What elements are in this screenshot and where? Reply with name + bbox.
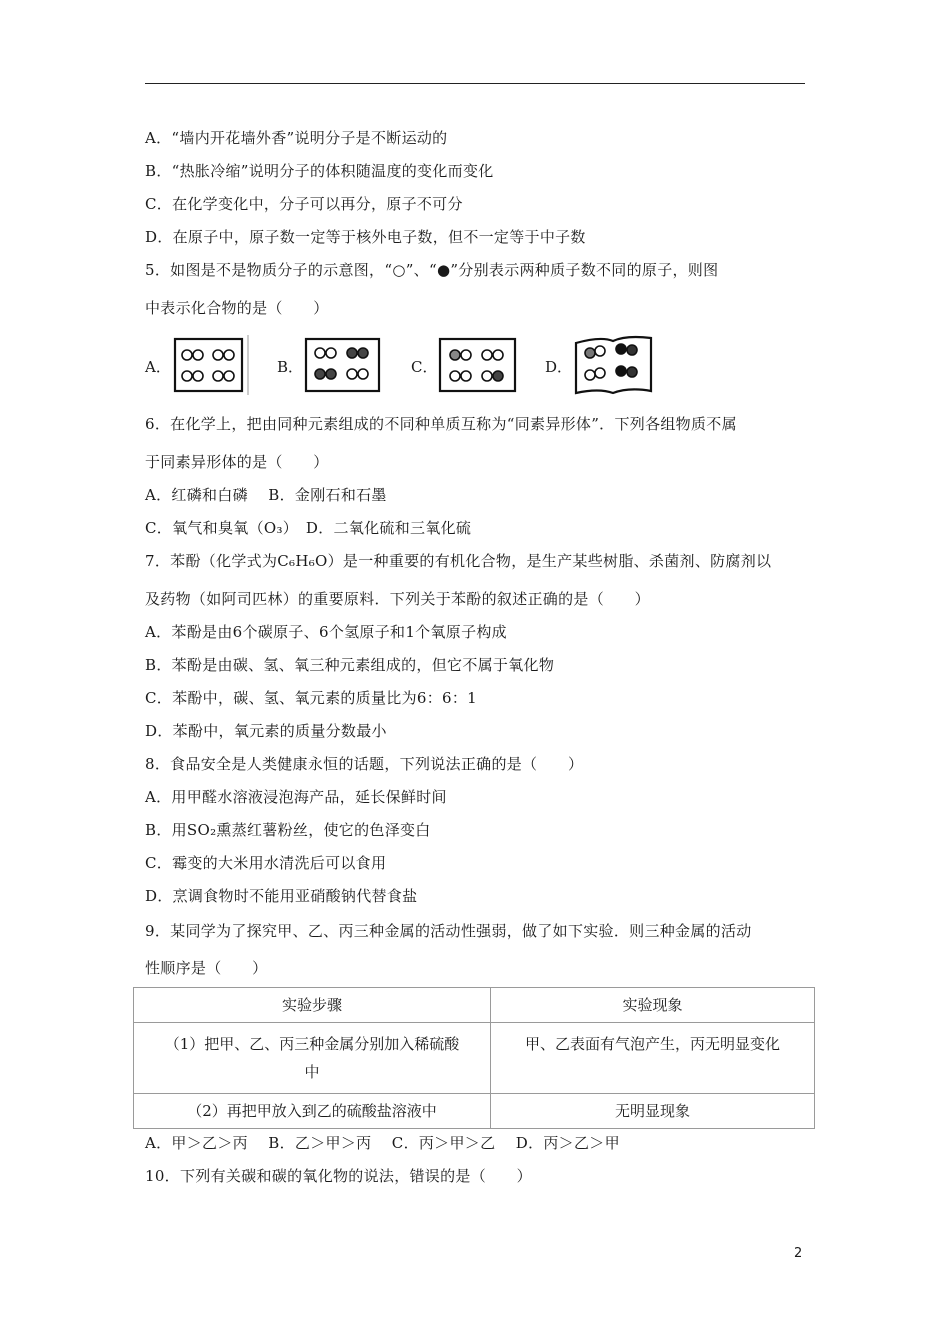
question-9-text: 性顺序是（ ） <box>145 959 268 977</box>
option-line: D．在原子中，原子数一定等于核外电子数，但不一定等于中子数 <box>145 228 586 246</box>
question-10-text: 10．下列有关碳和碳的氧化物的说法，错误的是（ ） <box>145 1167 532 1185</box>
option-line: D．烹调食物时不能用亚硝酸钠代替食盐 <box>145 887 418 905</box>
question-6-text: 于同素异形体的是（ ） <box>145 453 329 471</box>
option-line: A．用甲醛水溶液浸泡海产品，延长保鲜时间 <box>145 788 447 806</box>
header-results: 实验现象 <box>491 988 815 1023</box>
molecule-diagram-options <box>145 333 665 397</box>
header-rule <box>145 83 805 84</box>
result-cell: 甲、乙表面有气泡产生，丙无明显变化 <box>491 1023 815 1094</box>
option-line: A．红磷和白磷 B．金刚石和石墨 <box>145 486 387 504</box>
question-6-text: 6．在化学上，把由同种元素组成的不同种单质互称为“同素异形体”．下列各组物质不属 <box>145 415 737 433</box>
option-line: B．苯酚是由碳、氢、氧三种元素组成的，但它不属于氧化物 <box>145 656 555 674</box>
question-7-text: 7．苯酚（化学式为C₆H₆O）是一种重要的有机化合物，是生产某些树脂、杀菌剂、防腐剂以 <box>145 552 772 570</box>
option-line: C．苯酚中，碳、氢、氧元素的质量比为6：6：1 <box>145 689 478 707</box>
option-line: A．“墙内开花墙外香”说明分子是不断运动的 <box>145 129 448 147</box>
option-line: C．氧气和臭氧（O₃） D．二氧化硫和三氧化硫 <box>145 519 472 537</box>
molecule-diagram-c <box>437 333 519 397</box>
page-number: 2 <box>794 1246 803 1261</box>
table-row <box>134 1094 815 1129</box>
option-line: D．苯酚中，氧元素的质量分数最小 <box>145 722 387 740</box>
option-a-label: A． <box>145 358 171 376</box>
molecule-diagram-b <box>303 333 383 397</box>
option-line: C．霉变的大米用水清洗后可以食用 <box>145 854 387 872</box>
experiment-table <box>133 987 815 1129</box>
option-line: A．甲＞乙＞丙 B．乙＞甲＞丙 C．丙＞甲＞乙 D．丙＞乙＞甲 <box>145 1134 620 1152</box>
molecule-diagram-d <box>571 333 657 397</box>
question-5-text: 5．如图是不是物质分子的示意图，“○”、“●”分别表示两种质子数不同的原子，则图 <box>145 261 719 279</box>
option-line: A．苯酚是由6个碳原子、6个氢原子和1个氧原子构成 <box>145 623 507 641</box>
option-b-label: B． <box>277 358 304 376</box>
option-line: C．在化学变化中，分子可以再分，原子不可分 <box>145 195 463 213</box>
option-line: B．用SO₂熏蒸红薯粉丝，使它的色泽变白 <box>145 821 431 839</box>
header-steps: 实验步骤 <box>134 988 491 1023</box>
question-9-text: 9．某同学为了探究甲、乙、丙三种金属的活动性强弱，做了如下实验．则三种金属的活动 <box>145 922 752 940</box>
question-7-text: 及药物（如阿司匹林）的重要原料．下列关于苯酚的叙述正确的是（ ） <box>145 590 650 608</box>
step-text: 中 <box>304 1063 320 1081</box>
table-row <box>134 1023 815 1094</box>
option-c-label: C． <box>411 358 438 376</box>
table-header-row <box>134 988 815 1023</box>
step-cell: （2）再把甲放入到乙的硫酸盐溶液中 <box>134 1094 491 1129</box>
step-text: （1）把甲、乙、丙三种金属分别加入稀硫酸 <box>164 1035 460 1053</box>
step-cell <box>134 1023 491 1094</box>
question-5-text: 中表示化合物的是（ ） <box>145 299 329 317</box>
result-cell: 无明显现象 <box>491 1094 815 1129</box>
question-8-text: 8．食品安全是人类健康永恒的话题，下列说法正确的是（ ） <box>145 755 584 773</box>
molecule-diagram-a <box>172 333 250 397</box>
option-line: B．“热胀冷缩”说明分子的体积随温度的变化而变化 <box>145 162 494 180</box>
option-d-label: D． <box>545 358 573 376</box>
